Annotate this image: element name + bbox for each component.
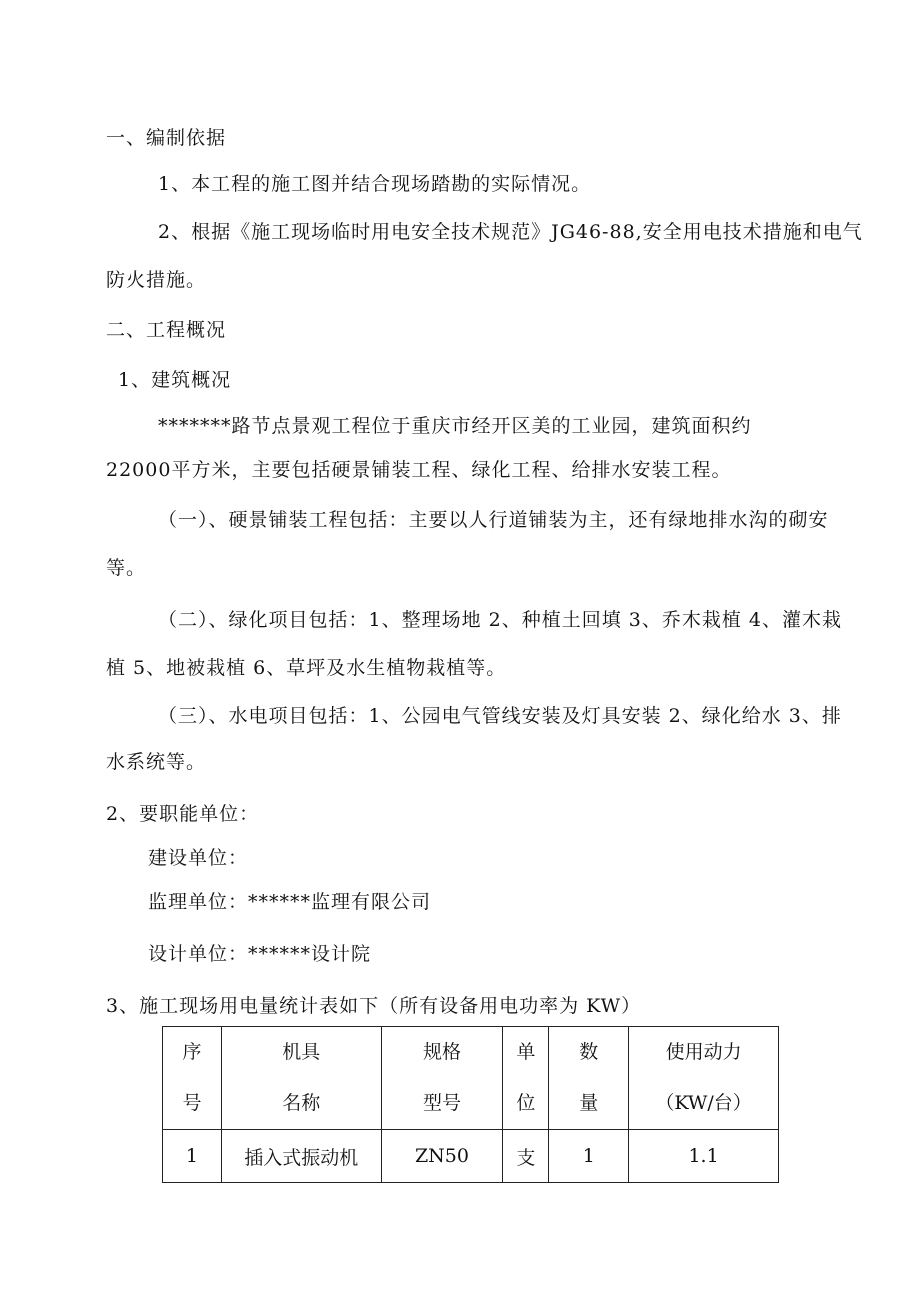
table-header-row <box>163 1027 779 1130</box>
cell-unit: 支 <box>503 1130 549 1183</box>
item-3-line-2: 水系统等。 <box>106 751 207 773</box>
overview-line-1: *******路节点景观工程位于重庆市经开区美的工业园，建筑面积约 <box>158 415 752 437</box>
header-cell-model: 规格 型号 <box>381 1027 503 1130</box>
item-1-line-1: （一）、硬景铺装工程包括：主要以人行道铺装为主，还有绿地排水沟的砌安 <box>158 509 829 531</box>
basis-item-2-line-1: 2、根据《施工现场临时用电安全技术规范》JG46-88,安全用电技术措施和电气 <box>158 221 863 243</box>
unit-designer: 设计单位：******设计院 <box>148 943 372 965</box>
unit-builder: 建设单位： <box>148 847 249 869</box>
item-3-line-1: （三）、水电项目包括：1、公园电气管线安装及灯具安装 2、绿化给水 3、排 <box>158 705 842 727</box>
item-1-line-2: 等。 <box>106 557 147 579</box>
header-cell-equipment-name: 机具 名称 <box>221 1027 381 1130</box>
header-cell-power: 使用动力 （KW/台） <box>629 1027 779 1130</box>
basis-item-2-line-2: 防火措施。 <box>106 269 207 291</box>
cell-index: 1 <box>163 1130 222 1183</box>
header-cell-quantity: 数 量 <box>549 1027 629 1130</box>
unit-supervisor: 监理单位：******监理有限公司 <box>148 891 432 913</box>
cell-equipment-name: 插入式振动机 <box>221 1130 381 1183</box>
subheading-building-overview: 1、建筑概况 <box>118 369 232 391</box>
overview-line-2: 22000平方米，主要包括硬景铺装工程、绿化工程、给排水安装工程。 <box>106 459 732 481</box>
item-2-line-1: （二）、绿化项目包括：1、整理场地 2、种植土回填 3、乔木栽植 4、灌木栽 <box>158 609 842 631</box>
section-heading-2: 二、工程概况 <box>106 319 227 341</box>
cell-model: ZN50 <box>381 1130 503 1183</box>
cell-power: 1.1 <box>629 1130 779 1183</box>
cell-quantity: 1 <box>549 1130 629 1183</box>
power-usage-table <box>162 1026 779 1183</box>
table-row <box>163 1130 779 1183</box>
item-2-line-2: 植 5、地被栽植 6、草坪及水生植物栽植等。 <box>106 657 507 679</box>
basis-item-1: 1、本工程的施工图并结合现场踏勘的实际情况。 <box>158 173 592 195</box>
subheading-units: 2、要职能单位： <box>106 803 260 825</box>
subheading-power-table: 3、施工现场用电量统计表如下（所有设备用电功率为 KW） <box>106 995 642 1017</box>
section-heading-1: 一、编制依据 <box>106 127 227 149</box>
header-cell-index: 序 号 <box>163 1027 222 1130</box>
header-cell-unit: 单 位 <box>503 1027 549 1130</box>
